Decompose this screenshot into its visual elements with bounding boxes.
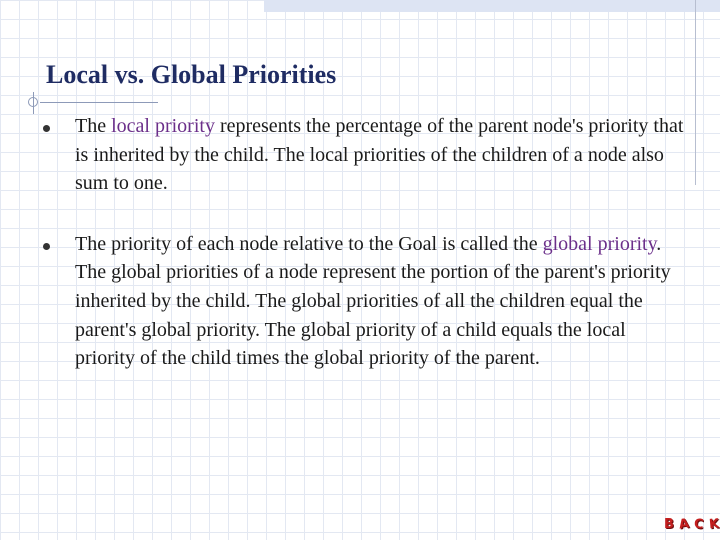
slide-title: Local vs. Global Priorities	[46, 60, 337, 89]
top-decorative-band	[264, 0, 720, 12]
right-decorative-line	[695, 0, 696, 185]
back-button[interactable]	[662, 513, 720, 535]
back-letter-b: B	[664, 516, 674, 532]
term-local-priority: local priority	[111, 115, 215, 137]
bullet-text-pre: The	[75, 115, 112, 137]
bullet-dot-icon	[43, 125, 50, 132]
bullet-dot-icon	[43, 243, 50, 250]
title-crosshair-circle	[28, 97, 38, 107]
bullet-item-global-priority	[40, 230, 690, 373]
bullet-list	[40, 112, 690, 373]
bullet-text-pre: The priority of each node relative to the Goal is called the	[75, 232, 543, 255]
back-letter-k: K	[707, 516, 720, 532]
back-letter-a: A	[677, 515, 690, 533]
term-global-priority: global priority	[542, 232, 657, 255]
back-letter-c: C	[693, 516, 705, 532]
bullet-text-post: . The global priorities of a node represent the portion of the parent's priority inherited by the child. The global priorities of all the children equal the parent's global priority. The global priority of a child equals the local priority of the child times the global priority of the parent.	[75, 232, 671, 370]
bullet-item-local-priority	[40, 112, 690, 198]
title-underline	[40, 102, 158, 103]
bullet-text-post: represents the percentage of the parent node's priority that is inherited by the child. The local priorities of the children of a node also sum to one.	[75, 115, 684, 195]
